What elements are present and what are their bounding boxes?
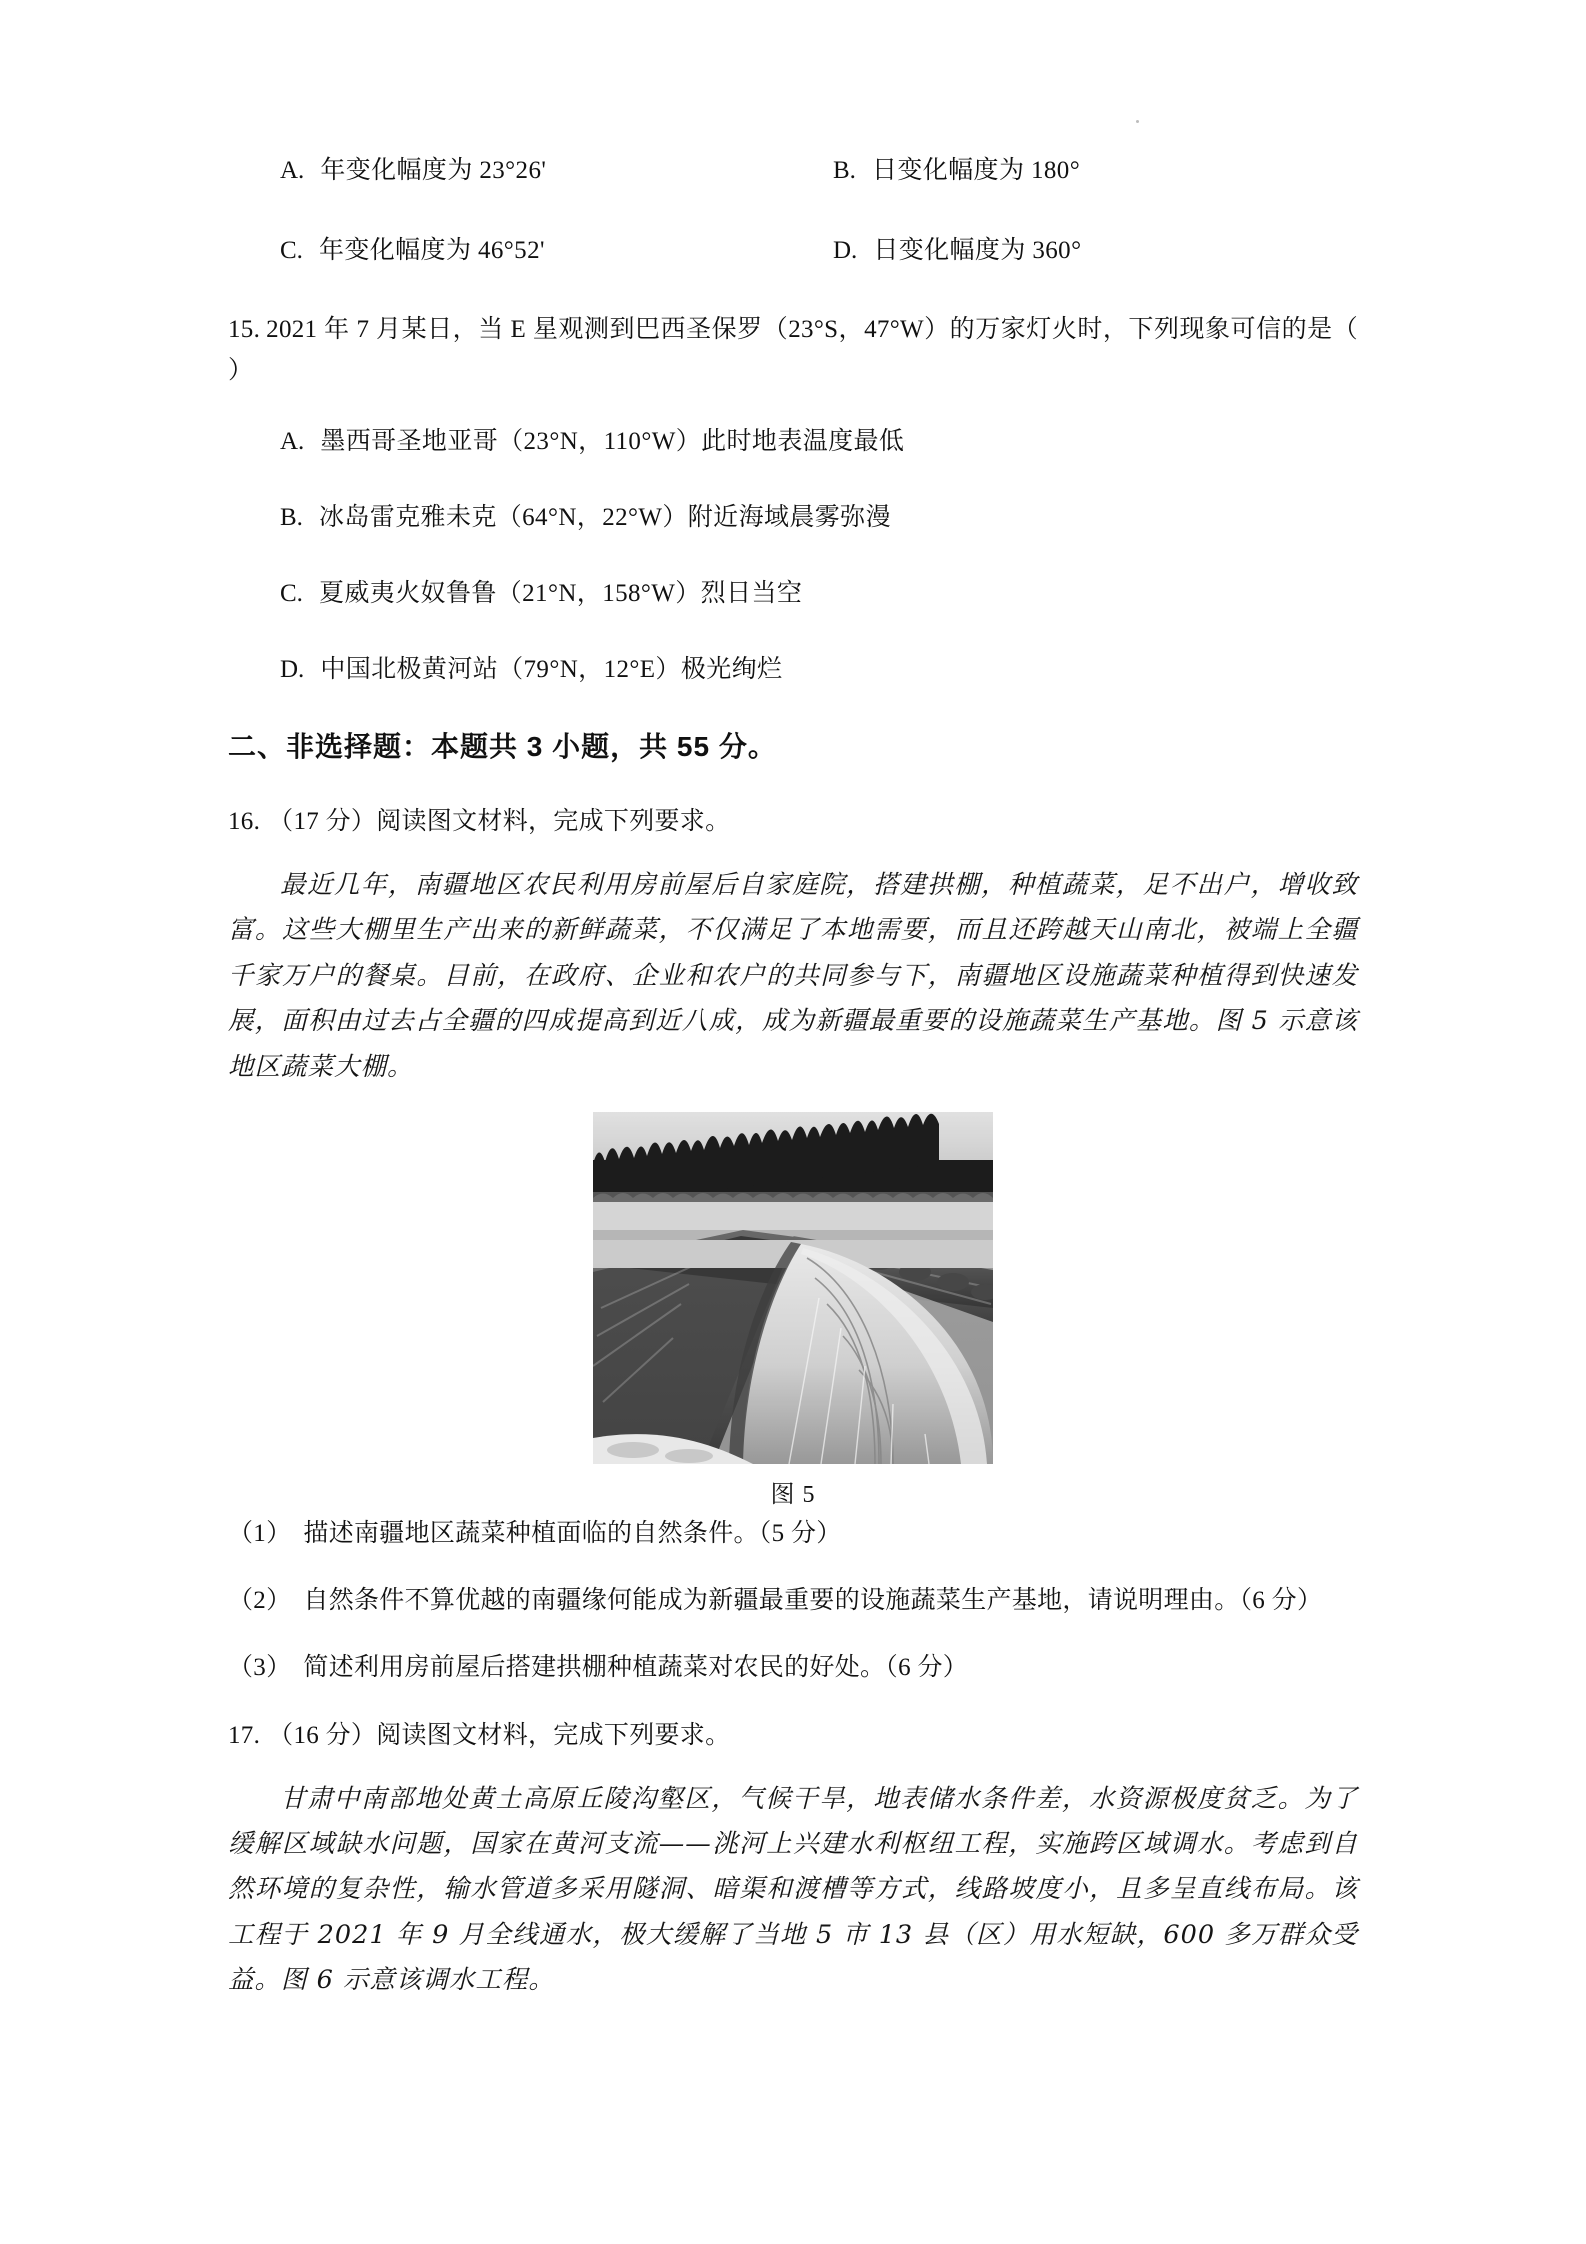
greenhouse-photo-image xyxy=(593,1112,993,1464)
question-16-sub-2-label: （2） xyxy=(228,1587,292,1615)
question-16-label-text: （17 分）阅读图文材料，完成下列要求。 xyxy=(268,808,731,835)
question-16-sub-3 xyxy=(228,1647,1358,1688)
question-17-number: 17. xyxy=(228,1721,261,1749)
q14-option-c-letter: C. xyxy=(280,237,303,264)
q15-option-a-letter: A. xyxy=(280,428,305,455)
question-16-sub-1-text: 描述南疆地区蔬菜种植面临的自然条件。（5 分） xyxy=(303,1519,842,1547)
greenhouse-photo xyxy=(593,1112,993,1464)
q14-option-a[interactable] xyxy=(228,150,805,186)
question-17-label-text: （16 分）阅读图文材料，完成下列要求。 xyxy=(268,1721,731,1749)
q14-option-d-letter: D. xyxy=(833,237,858,264)
q14-option-b-letter: B. xyxy=(833,157,856,184)
q15-option-c[interactable] xyxy=(228,573,1358,609)
question-16-sub-2 xyxy=(228,1580,1358,1621)
q15-option-b-letter: B. xyxy=(280,504,303,531)
q14-options-row-ac xyxy=(228,150,1358,186)
question-16-sub-1 xyxy=(228,1513,1358,1554)
q15-option-b[interactable] xyxy=(228,497,1358,533)
q14-option-d-text: 日变化幅度为 360° xyxy=(873,237,1082,264)
question-16-number: 16. xyxy=(228,808,261,835)
q15-option-d[interactable] xyxy=(228,649,1358,685)
q14-option-c[interactable] xyxy=(228,230,805,266)
figure-5-caption: 图 5 xyxy=(770,1481,816,1508)
q15-option-c-text: 夏威夷火奴鲁鲁（21°N，158°W）烈日当空 xyxy=(318,580,803,607)
q15-option-a[interactable] xyxy=(228,421,1358,457)
q15-option-b-text: 冰岛雷克雅未克（64°N，22°W）附近海域晨雾弥漫 xyxy=(318,504,891,531)
q14-options-row-bd xyxy=(228,230,1358,266)
question-15-number: 15. xyxy=(228,316,261,343)
scan-speck xyxy=(1136,120,1139,123)
question-15-text: 2021 年 7 月某日，当 E 星观测到巴西圣保罗（23°S，47°W）的万家灯火时，下列现象可信的是（ ） xyxy=(228,316,1358,384)
question-16-label xyxy=(228,801,1358,837)
q14-option-c-text: 年变化幅度为 46°52' xyxy=(318,237,545,264)
figure-5 xyxy=(228,1112,1358,1509)
question-16-sub-3-text: 简述利用房前屋后搭建拱棚种植蔬菜对农民的好处。（6 分） xyxy=(303,1654,969,1682)
section-two-heading: 二、非选择题：本题共 3 小题，共 55 分。 xyxy=(228,731,777,762)
question-16-material: 最近几年，南疆地区农民利用房前屋后自家庭院，搭建拱棚，种植蔬菜，足不出户，增收致富。这些大棚里生产出来的新鲜蔬菜，不仅满足了本地需要，而且还跨越天山南北，被端上全疆千家万户的餐桌。目前，在政府、企业和农户的共同参与下，南疆地区设施蔬菜种植得到快速发展，面积由过去占全疆的四成提高到近八成，成为新疆最重要的设施蔬菜生产基地。图 5 示意该地区蔬菜大棚。 xyxy=(228,870,1358,1082)
question-15-stem xyxy=(228,310,1358,391)
q14-option-b-text: 日变化幅度为 180° xyxy=(871,157,1081,184)
question-16-sub-3-label: （3） xyxy=(228,1654,292,1682)
q14-option-d[interactable] xyxy=(805,230,1358,266)
q15-option-c-letter: C. xyxy=(280,580,303,607)
q14-option-b[interactable] xyxy=(805,150,1358,186)
q15-option-d-text: 中国北极黄河站（79°N，12°E）极光绚烂 xyxy=(320,656,783,683)
q15-option-d-letter: D. xyxy=(280,656,305,683)
question-16-sub-2-text: 自然条件不算优越的南疆缘何能成为新疆最重要的设施蔬菜生产基地，请说明理由。（6 分） xyxy=(303,1587,1323,1615)
question-16-sub-1-label: （1） xyxy=(228,1519,292,1547)
question-17-material: 甘肃中南部地处黄土高原丘陵沟壑区，气候干旱，地表储水条件差，水资源极度贫乏。为了缓解区域缺水问题，国家在黄河支流——洮河上兴建水利枢纽工程，实施跨区域调水。考虑到自然环境的复杂性，输水管道多采用隧洞、暗渠和渡槽等方式，线路坡度小，且多呈直线布局。该工程于 2021 年 9 月全线通水，极大缓解了当地 5 市 13 县（区）用水短缺，600 多万群众受益。图 6 示意该调水工程。 xyxy=(228,1783,1358,1996)
q14-option-a-letter: A. xyxy=(280,157,305,184)
page-content xyxy=(228,150,1358,2020)
question-17-label xyxy=(228,1715,1358,1751)
q14-option-a-text: 年变化幅度为 23°26' xyxy=(320,157,547,184)
q15-option-a-text: 墨西哥圣地亚哥（23°N，110°W）此时地表温度最低 xyxy=(320,428,905,455)
